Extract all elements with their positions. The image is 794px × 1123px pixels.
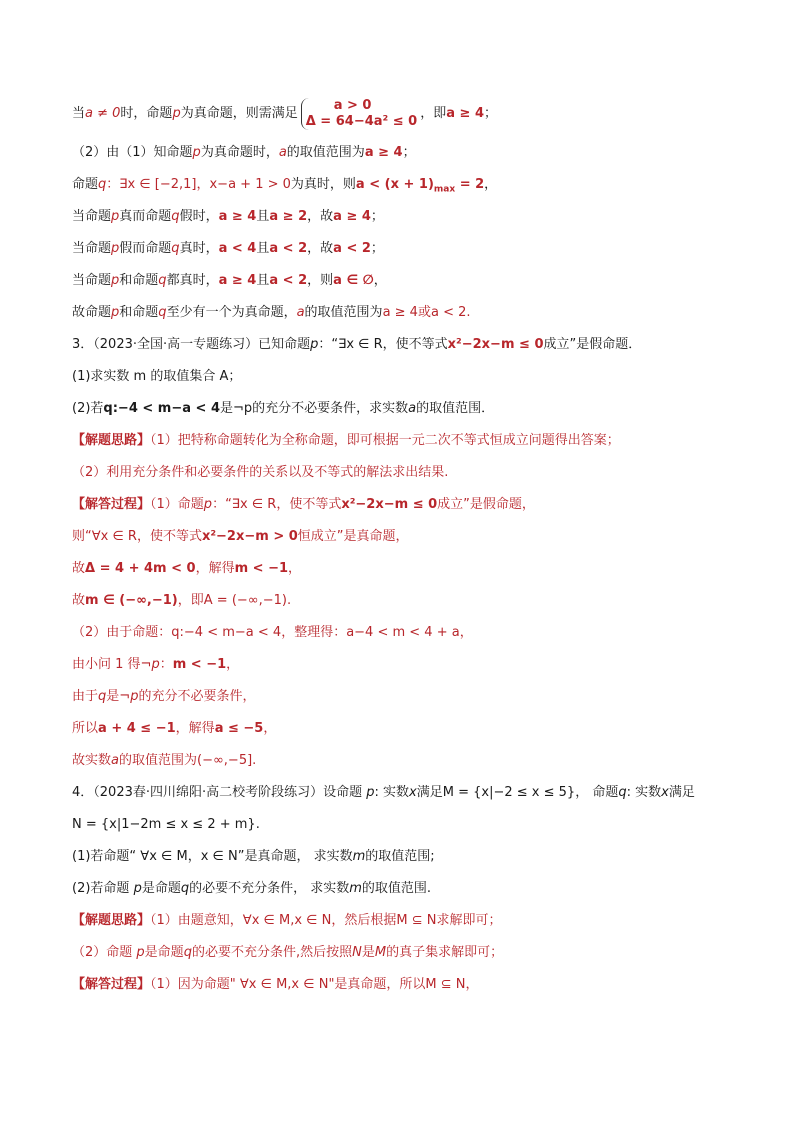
text: 由于: [72, 689, 99, 704]
inequality-system: [301, 98, 418, 130]
math: a < 2: [269, 273, 308, 288]
text: （1）由题意知，: [150, 913, 243, 928]
text: （2）命题: [72, 945, 137, 960]
text: 是¬p的充分不必要条件，求实数: [220, 401, 409, 416]
text: ；: [370, 241, 384, 256]
text: 故: [72, 593, 86, 608]
solution-line-5: [72, 240, 734, 258]
solution-idea-line-2: [72, 464, 734, 482]
text: 的取值范围．: [416, 401, 495, 416]
text: ，解得: [175, 721, 215, 736]
math: q: [158, 273, 167, 288]
text: ；: [484, 106, 498, 121]
section-tag: 【解答过程】: [72, 977, 151, 992]
text: ， 命题: [575, 785, 619, 800]
text: （1）命题: [150, 497, 204, 512]
math: p: [111, 273, 120, 288]
text: 且: [256, 241, 270, 256]
text: 由小问 1 得¬: [72, 657, 152, 672]
text: 是¬: [106, 689, 131, 704]
text: 的取值范围为: [118, 753, 197, 768]
text: 故命题: [72, 305, 112, 320]
text: 是命题: [144, 945, 184, 960]
text: 和命题: [119, 273, 159, 288]
math: m: [349, 881, 362, 896]
text: 时，命题: [120, 106, 173, 121]
math: a: [408, 401, 417, 416]
math: a: [111, 753, 119, 768]
math: p: [310, 337, 319, 352]
text: ，: [459, 625, 473, 640]
problem-3-part-2: [72, 400, 734, 418]
text: ，: [226, 657, 240, 672]
math: a < 4: [218, 241, 257, 256]
math: a < 2: [333, 241, 371, 256]
text: 或: [417, 305, 431, 320]
math: a ∈ ∅: [333, 273, 374, 288]
text: 当命题: [72, 209, 112, 224]
text: : 实数: [626, 785, 662, 800]
text: .: [466, 305, 471, 320]
text: 当: [72, 106, 86, 121]
solution-line-6: [72, 272, 734, 290]
math: q: [618, 785, 627, 800]
math: a ≥ 2: [269, 209, 308, 224]
math: p: [111, 305, 120, 320]
problem-4-statement-line-1: [72, 784, 734, 802]
text: ，即: [420, 106, 447, 121]
solution-process-line-4: [72, 592, 734, 610]
math: a ≠ 0: [85, 106, 121, 121]
math: m < −1: [172, 657, 227, 672]
text: ：: [159, 657, 173, 672]
text: 真时，: [179, 241, 219, 256]
math: a < 2: [430, 305, 467, 320]
math-subscript: max: [433, 184, 456, 195]
math: q:−4 < m−a < 4: [103, 401, 221, 416]
math: A = (−∞,−1): [203, 593, 287, 608]
text: 成立”是假命题，: [437, 497, 535, 512]
text: ，故: [307, 209, 334, 224]
math: a ≥ 4: [364, 145, 403, 160]
text: : 实数: [374, 785, 410, 800]
math: q: [158, 305, 167, 320]
solution-process-line-7: [72, 688, 734, 706]
text: 满足: [416, 785, 443, 800]
math: a: [296, 305, 305, 320]
text: ，: [288, 561, 302, 576]
math: a < 2: [269, 241, 308, 256]
math: a ≥ 4: [218, 273, 257, 288]
text: ，然后根据: [331, 913, 397, 928]
system-row-1: a > 0: [333, 97, 372, 113]
math: x²−2x−m ≤ 0: [447, 337, 544, 352]
text: 假时，: [179, 209, 219, 224]
text: （1）把特称命题转化为全称命题，即可根据一元二次不等式恒成立问题得出答案；: [150, 433, 620, 448]
text: "是真命题，所以: [328, 977, 426, 992]
math: M ⊆ N: [425, 977, 466, 992]
text: ，解得: [195, 561, 235, 576]
text: 故: [72, 561, 86, 576]
text: ，故: [307, 241, 334, 256]
text: 命题: [72, 177, 99, 192]
math: Δ = 4 + 4m < 0: [85, 561, 196, 576]
text: 假而命题: [119, 241, 172, 256]
system-row-2: Δ = 64−4a² ≤ 0: [305, 113, 418, 129]
text: 的取值范围为: [304, 305, 383, 320]
problem-3-statement: [72, 336, 734, 354]
text: ，: [484, 177, 498, 192]
text: 当命题: [72, 241, 112, 256]
math: ∀x ∈ M,x ∈ N: [239, 977, 329, 992]
text: 为真命题，则需满足: [180, 106, 298, 121]
text: 成立”是假命题．: [543, 337, 642, 352]
math: p: [362, 785, 375, 800]
text: （2）由于命题：: [72, 625, 172, 640]
math: q: [171, 209, 180, 224]
text: 求解即可；: [436, 913, 502, 928]
math: p: [151, 657, 160, 672]
text: (2)若命题: [72, 881, 134, 896]
math: p: [136, 945, 145, 960]
text: 的取值范围为: [286, 145, 365, 160]
math: q: [98, 689, 107, 704]
text: 的必要不充分条件,然后按照: [191, 945, 353, 960]
math: p: [111, 209, 120, 224]
math: a ≤ −5: [214, 721, 264, 736]
text: ，整理得：: [281, 625, 347, 640]
text: 至少有一个为真命题，: [166, 305, 297, 320]
text: .: [255, 817, 260, 832]
solution-line-7: [72, 304, 734, 322]
solution-line-1: [72, 96, 734, 132]
text: 满足: [668, 785, 695, 800]
solution-process-4-line-1: [72, 976, 734, 994]
solution-process-line-6: [72, 656, 734, 674]
text: 的必要不充分条件， 求实数: [189, 881, 350, 896]
text: （1）因为命题": [150, 977, 240, 992]
math: M = {x|−2 ≤ x ≤ 5}: [442, 785, 576, 800]
math: p: [133, 881, 142, 896]
math: q:−4 < m−a < 4: [171, 625, 282, 640]
math: m ∈ (−∞,−1): [85, 593, 178, 608]
math: q: [98, 177, 107, 192]
text: 恒成立”是真命题，: [297, 529, 409, 544]
text: 4．（2023春·四川绵阳·高二校考阶段练习）设命题: [72, 785, 363, 800]
text: 都真时，: [166, 273, 219, 288]
text: （2）由（1）知命题: [72, 145, 193, 160]
text: .: [286, 593, 292, 608]
math: N = {x|1−2m ≤ x ≤ 2 + m}: [72, 817, 256, 832]
math: p: [130, 689, 139, 704]
section-tag: 【解答过程】: [72, 497, 151, 512]
math: p: [172, 106, 181, 121]
text: ，即: [177, 593, 204, 608]
math: M: [374, 945, 387, 960]
text: 的充分不必要条件，: [138, 689, 256, 704]
solution-line-3: [72, 176, 734, 199]
text: 为真时，则: [290, 177, 356, 192]
solution-idea-4-line-2: [72, 944, 734, 962]
math: a: [278, 145, 287, 160]
text: ，则: [307, 273, 334, 288]
math: x²−2x−m ≤ 0: [341, 497, 438, 512]
math: q: [180, 881, 190, 896]
math: ∀x ∈ M,x ∈ N: [242, 913, 332, 928]
math: a + 4 ≤ −1: [98, 721, 176, 736]
text: ，: [373, 273, 387, 288]
math: p: [203, 497, 213, 512]
solution-process-line-8: [72, 720, 734, 738]
text: 且: [256, 209, 270, 224]
math: m: [352, 849, 366, 864]
math: M ⊆ N: [396, 913, 437, 928]
solution-idea-line-1: [72, 432, 734, 450]
math: a < (x + 1): [355, 177, 434, 192]
text: 的真子集求解即可；: [386, 945, 504, 960]
math: a ≥ 4: [382, 305, 418, 320]
solution-line-4: [72, 208, 734, 226]
math: N: [352, 945, 362, 960]
solution-process-line-1: [72, 496, 734, 514]
math: q: [183, 945, 192, 960]
text: .: [252, 753, 257, 768]
problem-4-statement-line-2: [72, 816, 734, 834]
math: m < −1: [234, 561, 289, 576]
text: 真而命题: [119, 209, 172, 224]
text: 则“∀x ∈ R，使不等式: [72, 529, 202, 544]
section-tag: 【解题思路】: [72, 913, 151, 928]
text: （2）利用充分条件和必要条件的关系以及不等式的解法求出结果.: [72, 465, 449, 480]
math: ∀x ∈ M，x ∈ N: [140, 849, 238, 864]
math: a ≥ 4: [218, 209, 257, 224]
text: ，: [465, 977, 479, 992]
text: ，: [263, 721, 277, 736]
math: a ≥ 4: [333, 209, 371, 224]
solution-process-line-9: [72, 752, 734, 770]
text: 故实数: [72, 753, 112, 768]
text: (2)若: [72, 401, 104, 416]
problem-4-part-1: [72, 848, 734, 866]
text: 的取值范围;: [365, 849, 435, 864]
text: 是: [361, 945, 375, 960]
math: a−4 < m < 4 + a: [346, 625, 460, 640]
math: p: [192, 145, 201, 160]
math: x: [409, 785, 417, 800]
text: (1)若命题“: [72, 849, 141, 864]
text: (1)求实数 m 的取值集合 A；: [72, 369, 242, 384]
problem-4-part-2: [72, 880, 734, 898]
math: ：∃x ∈ [−2,1]，x−a + 1 > 0: [106, 177, 291, 192]
text: 的取值范围.: [361, 881, 432, 896]
math: x²−2x−m > 0: [201, 529, 298, 544]
math: q: [171, 241, 180, 256]
solution-line-2: [72, 144, 734, 162]
math: x: [661, 785, 669, 800]
math: p: [111, 241, 120, 256]
text: 是命题: [141, 881, 181, 896]
text: ”是真命题， 求实数: [237, 849, 353, 864]
solution-idea-4-line-1: [72, 912, 734, 930]
text: ：“∃x ∈ R，使不等式: [318, 337, 448, 352]
text: ：“∃x ∈ R，使不等式: [212, 497, 342, 512]
text: 3．（2023·全国·高一专题练习）已知命题: [72, 337, 311, 352]
text: 当命题: [72, 273, 112, 288]
solution-process-line-5: [72, 624, 734, 642]
text: 且: [256, 273, 270, 288]
math: a ≥ 4: [446, 106, 484, 121]
text: 为真命题时，: [200, 145, 279, 160]
text: 所以: [72, 721, 99, 736]
solution-process-line-3: [72, 560, 734, 578]
section-tag: 【解题思路】: [72, 433, 151, 448]
text: ；: [402, 145, 416, 160]
solution-process-line-2: [72, 528, 734, 546]
text: ；: [370, 209, 384, 224]
problem-3-part-1: [72, 368, 734, 386]
text: 和命题: [119, 305, 159, 320]
math: = 2: [455, 177, 485, 192]
math: (−∞,−5]: [197, 753, 253, 768]
